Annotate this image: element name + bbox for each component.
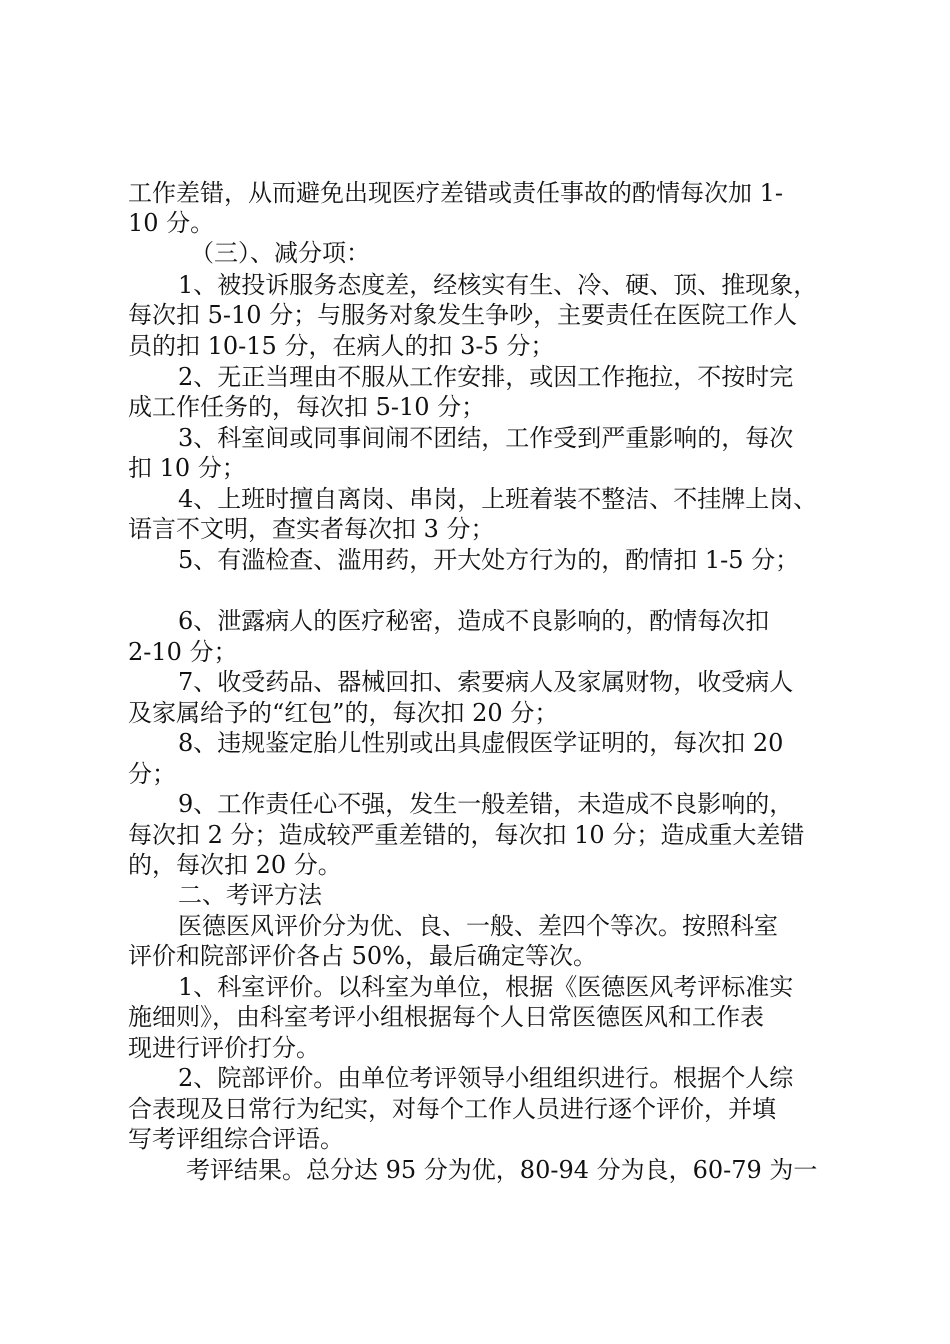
text-line-11: 4、上班时擅自离岗、串岗，上班着装不整洁、不挂牌上岗、 [178, 485, 818, 513]
text-line-13: 5、有滥检查、滥用药，开大处方行为的，酌情扣 1-5 分； [178, 546, 800, 574]
text-line-8: 成工作任务的，每次扣 5-10 分； [128, 393, 486, 421]
text-line-25: 评价和院部评价各占 50%，最后确定等次。 [128, 942, 597, 970]
text-line-28: 现进行评价打分。 [128, 1034, 320, 1062]
text-line-2: 10 分。 [128, 209, 215, 237]
text-line-9: 3、科室间或同事间闹不团结，工作受到严重影响的，每次 [178, 424, 794, 452]
text-line-26: 1、科室评价。以科室为单位，根据《医德医风考评标准实 [178, 973, 794, 1001]
text-line-10: 扣 10 分； [128, 454, 246, 482]
text-line-14: 6、泄露病人的医疗秘密，造成不良影响的，酌情每次扣 [178, 607, 770, 635]
section-heading-evaluation-method: 二、考评方法 [178, 881, 322, 909]
text-line-31: 写考评组综合评语。 [128, 1125, 344, 1153]
text-line-30: 合表现及日常行为纪实，对每个工作人员进行逐个评价，并填 [128, 1095, 776, 1123]
text-line-12: 语言不文明，查实者每次扣 3 分； [128, 515, 495, 543]
text-line-5: 每次扣 5-10 分；与服务对象发生争吵，主要责任在医院工作人 [128, 301, 798, 329]
text-line-6: 员的扣 10-15 分，在病人的扣 3-5 分； [128, 332, 555, 360]
text-line-16: 7、收受药品、器械回扣、索要病人及家属财物，收受病人 [178, 668, 794, 696]
text-line-19: 分； [128, 760, 176, 788]
text-line-21: 每次扣 2 分；造成较严重差错的，每次扣 10 分；造成重大差错 [128, 821, 805, 849]
text-line-29: 2、院部评价。由单位考评领导小组组织进行。根据个人综 [178, 1064, 794, 1092]
text-line-22: 的，每次扣 20 分。 [128, 851, 342, 879]
text-line-18: 8、违规鉴定胎儿性别或出具虚假医学证明的，每次扣 20 [178, 729, 784, 757]
text-line-17: 及家属给予的“红包”的，每次扣 20 分； [128, 699, 559, 727]
text-line-7: 2、无正当理由不服从工作安排，或因工作拖拉，不按时完 [178, 363, 794, 391]
text-line-20: 9、工作责任心不强，发生一般差错，未造成不良影响的， [178, 790, 794, 818]
text-line-24: 医德医风评价分为优、良、一般、差四个等次。按照科室 [178, 912, 778, 940]
text-line-4: 1、被投诉服务态度差，经核实有生、冷、硬、顶、推现象， [178, 271, 818, 299]
text-line-1: 工作差错，从而避免出现医疗差错或责任事故的酌情每次加 1- [128, 179, 784, 207]
section-heading-deductions: （三）、减分项： [190, 239, 370, 267]
text-line-15: 2-10 分； [128, 638, 238, 666]
text-line-32: 考评结果。总分达 95 分为优，80-94 分为良，60-79 为一 [186, 1156, 818, 1184]
text-line-27: 施细则》，由科室考评小组根据每个人日常医德医风和工作表 [128, 1003, 764, 1031]
